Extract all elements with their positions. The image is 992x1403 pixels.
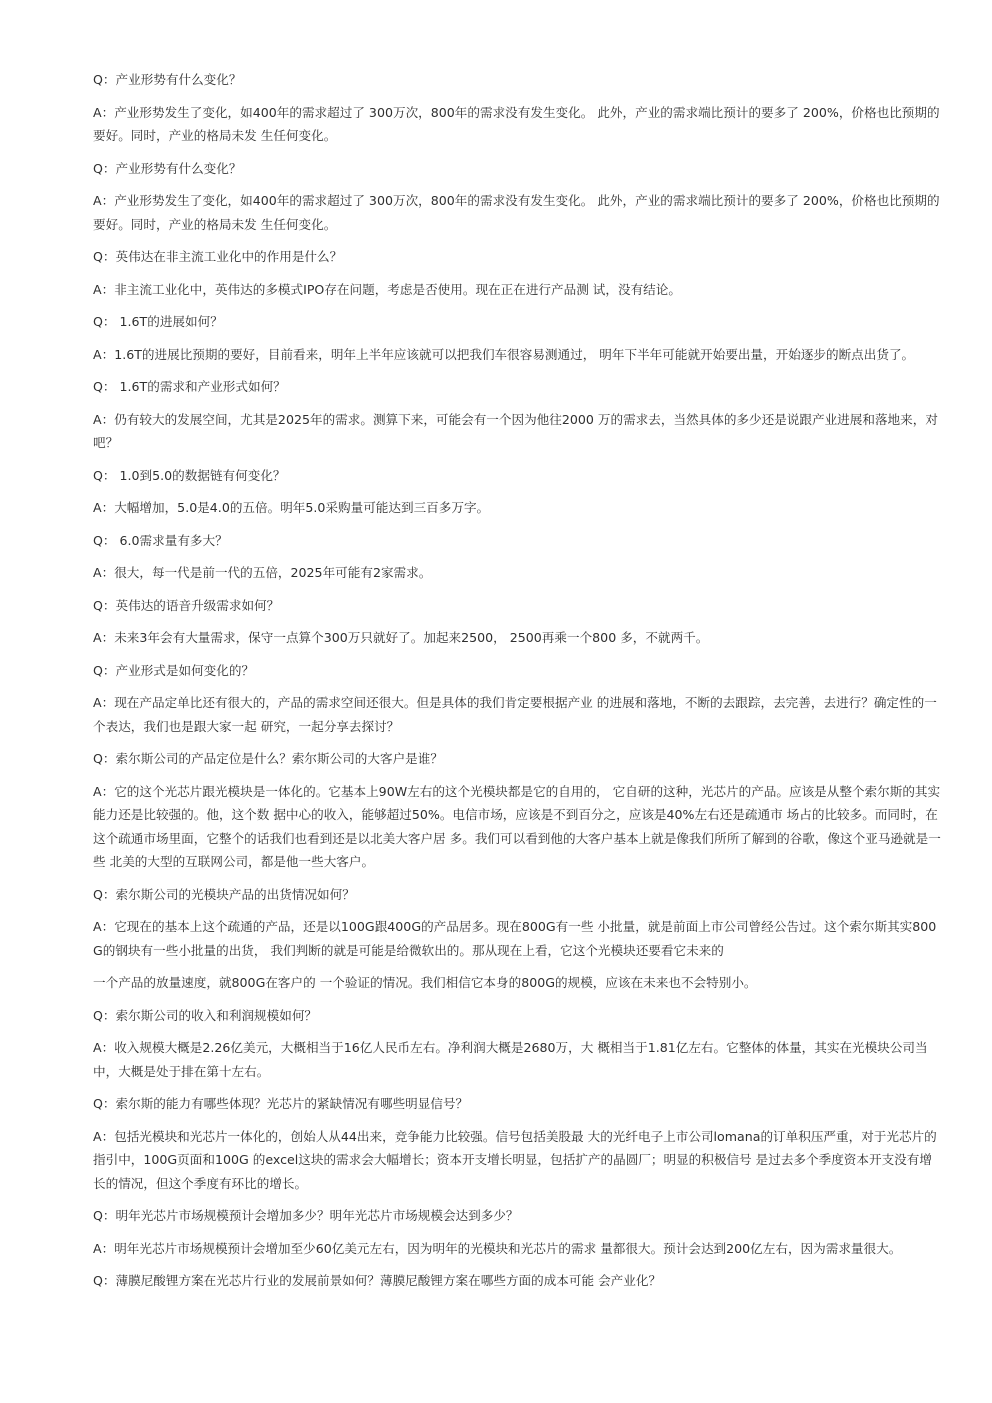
question-text: Q： 6.0需求量有多大？	[93, 532, 228, 548]
question-text: Q： 1.0到5.0的数据链有何变化？	[93, 467, 286, 483]
question-text: Q：产业形式是如何变化的？	[93, 662, 255, 678]
answer-text: A：包括光模块和光芯片一体化的，创始人从44出来，竞争能力比较强。信号包括美股最 大的光纤电子上市公司lomana的订单积压严重，对于光芯片的指引中，100G页面和100G 的excel这块的需求会大幅增长；资本开支增长明显，包括扩产的晶圆厂；明显的积极信号 是过去多个季度资本开支没有增长的情况，但这个季度有环比的增长。	[93, 1128, 937, 1191]
answer-text: A：仍有较大的发展空间，尤其是2025年的需求。测算下来，可能会有一个因为他往2000 万的需求去，当然具体的多少还是说跟产业进展和落地来，对吧？	[93, 411, 938, 450]
question-text: Q：索尔斯公司的光模块产品的出货情况如何？	[93, 886, 355, 902]
answer-text: A：它的这个光芯片跟光模块是一体化的。它基本上90W左右的这个光模块都是它的自用的， 它自研的这种，光芯片的产品。应该是从整个索尔斯的其实能力还是比较强的。他，这个数 据中心的收入，能够超过50%。电信市场，应该是不到百分之，应该是40%左右还是疏通市 场占的比较多。而同时，在这个疏通市场里面，它整个的话我们也看到还是以北美大客户居 多。我们可以看到他的大客户基本上就是像我们所所了解到的谷歌，像这个亚马逊就是一些 北美的大型的互联网公司，都是他一些大客户。	[93, 783, 941, 869]
answer-text: A：很大，每一代是前一代的五倍，2025年可能有2家需求。	[93, 565, 432, 580]
answer-text: A：大幅增加，5.0是4.0的五倍。明年5.0采购量可能达到三百多万字。	[93, 500, 490, 515]
question-text: Q：英伟达的语音升级需求如何？	[93, 597, 280, 613]
question-text: Q：薄膜尼酸锂方案在光芯片行业的发展前景如何？薄膜尼酸锂方案在哪些方面的成本可能 会产业化？	[93, 1273, 662, 1288]
answer-text: A：非主流工业化中，英伟达的多模式IPO存在问题，考虑是否使用。现在正在进行产品测 试，没有结论。	[93, 281, 681, 297]
question-text: Q：英伟达在非主流工业化中的作用是什么？	[93, 249, 343, 264]
document-body	[93, 68, 943, 1302]
answer-text: A：现在产品定单比还有很大的，产品的需求空间还很大。但是具体的我们肯定要根据产业 的进展和落地，不断的去跟踪，去完善，去进行？确定性的一个表达，我们也是跟大家一起 研究，一起分享去探讨？	[93, 695, 937, 734]
question-text: Q：索尔斯的能力有哪些体现？光芯片的紧缺情况有哪些明显信号？	[93, 1096, 469, 1111]
answer-text: A：收入规模大概是2.26亿美元，大概相当于16亿人民币左右。净利润大概是2680万，大 概相当于1.81亿左右。它整体的体量，其实在光模块公司当中，大概是处于排在第十左右。	[93, 1040, 928, 1079]
answer-text: A：明年光芯片市场规模预计会增加至少60亿美元左右，因为明年的光模块和光芯片的需求 量都很大。预计会达到200亿左右，因为需求量很大。	[93, 1240, 902, 1256]
answer-text: A：产业形势发生了变化，如400年的需求超过了 300万次，800年的需求没有发生变化。 此外，产业的需求端比预计的要多了 200%，价格也比预期的要好。同时，产业的格局未发 生任何变化。	[93, 104, 940, 143]
question-text: Q：索尔斯公司的收入和利润规模如何？	[93, 1007, 318, 1023]
answer-text: A：未来3年会有大量需求，保守一点算个300万只就好了。加起来2500， 2500再乘一个800 多，不就两千。	[93, 630, 709, 645]
answer-text: A：它现在的基本上这个疏通的产品，还是以100G跟400G的产品居多。现在800G有一些 小批量，就是前面上市公司曾经公告过。这个索尔斯其实800G的钢块有一些小批量的出货， 我们判断的就是可能是给微软出的。那从现在上看，它这个光模块还要看它未来的	[93, 919, 937, 958]
question-text: Q： 1.6T的需求和产业形式如何？	[93, 379, 286, 394]
question-text: Q： 1.6T的进展如何？	[93, 314, 223, 329]
answer-text: A：产业形势发生了变化，如400年的需求超过了 300万次，800年的需求没有发生变化。 此外，产业的需求端比预计的要多了 200%，价格也比预期的要好。同时，产业的格局未发 生任何变化。	[93, 193, 940, 232]
question-text: Q：产业形势有什么变化？	[93, 72, 242, 87]
question-text: Q：明年光芯片市场规模预计会增加多少？明年光芯片市场规模会达到多少？	[93, 1208, 519, 1223]
question-text: Q：索尔斯公司的产品定位是什么？索尔斯公司的大客户是谁？	[93, 751, 443, 766]
answer-text: 一个产品的放量速度，就800G在客户的 一个验证的情况。我们相信它本身的800G的规模，应该在未来也不会特别小。	[93, 975, 757, 990]
question-text: Q：产业形势有什么变化？	[93, 160, 242, 176]
answer-text: A：1.6T的进展比预期的要好，目前看来，明年上半年应该就可以把我们车很容易测通过， 明年下半年可能就开始要出量，开始逐步的断点出货了。	[93, 346, 915, 362]
